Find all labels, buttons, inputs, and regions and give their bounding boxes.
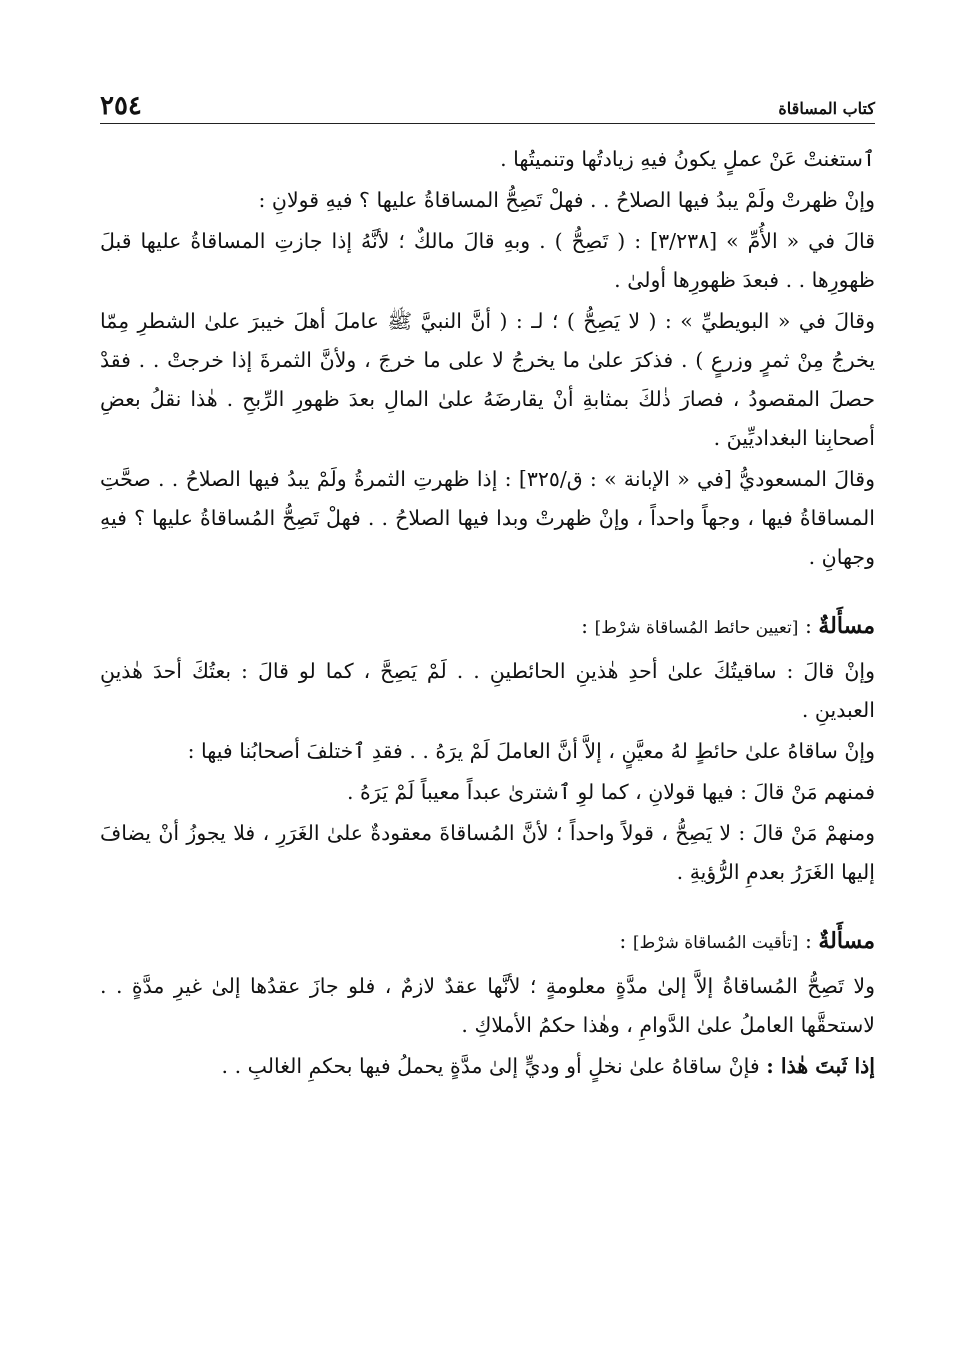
- section-heading-ta-qit: [100, 922, 875, 963]
- body-text: [100, 140, 875, 1088]
- book-title: كتاب المساقاة: [778, 99, 875, 118]
- paragraph: وقالَ المسعوديُّ [في « الإبانة » : ق/٣٢٥] : إذا ظهرتِ الثمرةُ ولَمْ يبدُ فيها الصلاحُ . . صحَّتِ المساقاةُ فيها ، وجهاً واحداً ، وإنْ ظهرتْ وبدا فيها الصلاحُ . . فهلْ تَصِحُّ المُساقاةُ عليها ؟ فيهِ وجهانِ .: [100, 467, 875, 569]
- heading-trail: :: [619, 929, 633, 953]
- heading-word: مسأَلةٌ: [818, 928, 875, 954]
- paragraph: وإنْ ظهرتْ ولَمْ يبدُ فيها الصلاحُ . . فهلْ تَصِحُّ المساقاةُ عليها ؟ فيهِ قولانِ :: [258, 188, 875, 212]
- paragraph: ٱستغنتْ عَنْ عملٍ يكونُ فيهِ زيادتُها وتنميتُها .: [500, 147, 875, 171]
- last-paragraph: [100, 1047, 875, 1086]
- book-page: [100, 0, 875, 1368]
- section-heading-ta-yin: [100, 607, 875, 648]
- lead-phrase: إذا ثَبتَ هٰذا :: [766, 1054, 875, 1078]
- paragraph: وإنْ قالَ : ساقيتُكَ علىٰ أحدِ هٰذينِ الحائطينِ . . لَمْ يَصِحَّ ، كما لو قالَ : بعتُكَ أحدَ هٰذينِ العبدينِ .: [100, 659, 875, 722]
- heading-separator: :: [798, 929, 819, 953]
- paragraph: وإنْ ساقاهُ علىٰ حائطٍ لهُ معيَّنٍ ، إلاَّ أنَّ العاملَ لَمْ يرَهُ . . فقدِ ٱختلفَ أصحابُنا فيها :: [187, 739, 875, 763]
- heading-bracket: [تعيين حائط المُساقاة شرْط]: [594, 618, 799, 638]
- paragraph: ومنهمْ مَنْ قالَ : لا يَصِحُّ ، قولاً واحداً ؛ لأنَّ المُساقاةَ معقودةٌ علىٰ الغَرَرِ ، فلا يجوزُ أنْ يضافَ إليها الغَرَرُ بعدمِ الرُّؤيةِ .: [100, 821, 875, 884]
- heading-word: مسأَلةٌ: [818, 613, 875, 639]
- heading-bracket: [تأقيت المُساقاة شرْط]: [632, 933, 799, 953]
- paragraph: وقالَ في « البويطيِّ » : ( لا يَصِحُّ ) ؛ لـ : ( أنَّ النبيَّ ﷺ عاملَ أهلَ خيبرَ علىٰ الشطرِ مِمّا يخرجُ مِنْ ثمرٍ وزرعٍ ) . فذكرَ علىٰ ما يخرجُ لا على ما خرجَ ، ولأنَّ الثمرةَ إذا خرجتْ . . فقدْ حصلَ المقصودُ ، فصارَ ذٰلكَ بمثابةِ أنْ يقارضَهُ علىٰ المالِ بعدَ ظهورِ الرِّبحِ . هٰذا نقلُ بعضِ أصحابِنا البغداديِّينَ .: [100, 309, 875, 450]
- paragraph: قالَ في « الأُمِّ » [٣/٢٣٨] : ( تَصِحُّ ) . وبهِ قالَ مالكٌ ؛ لأنَّهُ إذا جازتِ المساقاةُ عليها قبلَ ظهورِها . . فبعدَ ظهورِها أولىٰ .: [100, 229, 875, 292]
- paragraph: ولا تَصِحُّ المُساقاةُ إلاَّ إلىٰ مدَّةٍ معلومةٍ ؛ لأنَّها عقدٌ لازمٌ ، فلو جازَ عقدُها إلىٰ غيرِ مدَّةٍ . . لاستحقَّها العاملُ علىٰ الدَّوامِ ، وهٰذا حكمُ الأملاكِ .: [100, 974, 875, 1037]
- heading-trail: :: [581, 614, 595, 638]
- page-number: ٢٥٤: [100, 91, 142, 121]
- running-head: [100, 88, 875, 124]
- heading-separator: :: [798, 614, 819, 638]
- paragraph-text: فإنْ ساقاهُ علىٰ نخلٍ أو وديٍّ إلىٰ مدَّةٍ يحملُ فيها بحكمِ الغالبِ . .: [221, 1054, 767, 1078]
- paragraph: فمنهم مَنْ قالَ : فيها قولانِ ، كما لوِ ٱشترىٰ عبداً معيباً لَمْ يَرَهُ .: [347, 780, 875, 804]
